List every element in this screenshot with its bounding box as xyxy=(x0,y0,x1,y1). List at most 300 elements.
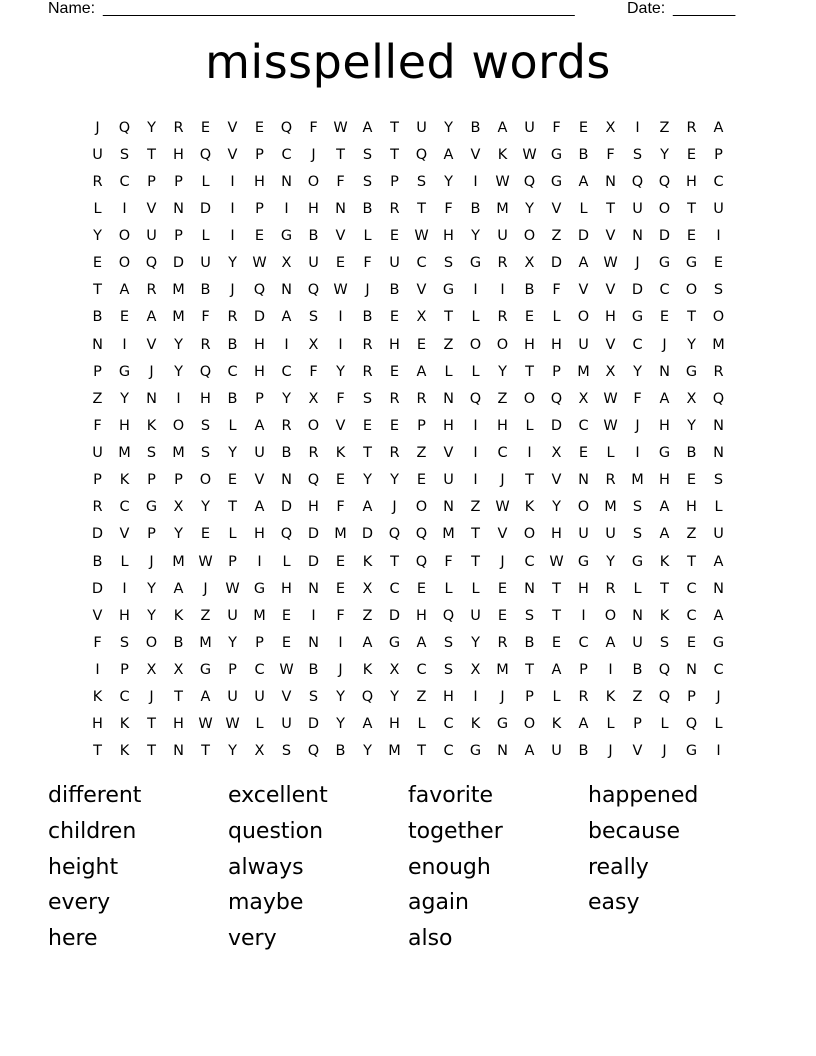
grid-letter[interactable]: D xyxy=(280,499,293,516)
grid-letter[interactable]: K xyxy=(659,607,670,624)
grid-letter[interactable]: C xyxy=(686,580,697,597)
grid-letter[interactable]: R xyxy=(497,634,508,651)
grid-letter[interactable]: Q xyxy=(118,119,131,136)
grid-letter[interactable]: V xyxy=(605,282,616,299)
grid-letter[interactable]: A xyxy=(146,309,157,326)
grid-letter[interactable]: B xyxy=(281,445,292,462)
grid-letter[interactable]: Y xyxy=(147,580,156,597)
grid-letter[interactable]: J xyxy=(662,336,667,353)
grid-letter[interactable]: O xyxy=(712,309,725,326)
grid-letter[interactable]: Z xyxy=(362,607,373,624)
grid-letter[interactable]: I xyxy=(500,282,505,299)
grid-letter[interactable]: G xyxy=(145,499,158,516)
grid-letter[interactable]: G xyxy=(388,634,401,651)
grid-letter[interactable]: F xyxy=(201,309,210,326)
grid-letter[interactable]: B xyxy=(470,119,481,136)
grid-letter[interactable]: H xyxy=(308,200,319,217)
grid-letter[interactable]: Y xyxy=(552,499,561,516)
grid-letter[interactable]: U xyxy=(92,146,103,163)
grid-letter[interactable]: O xyxy=(199,472,212,489)
grid-letter[interactable]: N xyxy=(497,743,508,760)
grid-letter[interactable]: Q xyxy=(469,390,482,407)
grid-letter[interactable]: C xyxy=(659,282,670,299)
grid-letter[interactable]: F xyxy=(552,282,561,299)
grid-letter[interactable]: L xyxy=(93,200,102,217)
grid-letter[interactable]: H xyxy=(416,607,427,624)
grid-letter[interactable]: W xyxy=(333,282,348,299)
grid-letter[interactable]: K xyxy=(119,472,130,489)
grid-letter[interactable]: A xyxy=(524,743,535,760)
grid-letter[interactable]: C xyxy=(119,499,130,516)
grid-letter[interactable]: H xyxy=(173,716,184,733)
grid-letter[interactable]: C xyxy=(227,363,238,380)
grid-letter[interactable]: R xyxy=(686,119,697,136)
grid-letter[interactable]: P xyxy=(417,417,426,434)
grid-letter[interactable]: U xyxy=(470,607,481,624)
grid-letter[interactable]: T xyxy=(687,553,696,570)
grid-letter[interactable]: J xyxy=(500,472,505,489)
grid-letter[interactable]: Q xyxy=(145,255,158,272)
grid-letter[interactable]: D xyxy=(658,228,671,245)
grid-letter[interactable]: X xyxy=(416,309,427,326)
grid-letter[interactable]: L xyxy=(228,417,237,434)
grid-letter[interactable]: F xyxy=(633,390,642,407)
grid-letter[interactable]: Y xyxy=(228,743,237,760)
grid-letter[interactable]: B xyxy=(362,309,373,326)
grid-letter[interactable]: I xyxy=(95,662,100,679)
grid-letter[interactable]: C xyxy=(281,146,292,163)
grid-letter[interactable]: I xyxy=(176,390,181,407)
grid-letter[interactable]: P xyxy=(228,662,237,679)
grid-letter[interactable]: E xyxy=(659,309,670,326)
grid-letter[interactable]: I xyxy=(338,336,343,353)
grid-letter[interactable]: P xyxy=(174,472,183,489)
grid-letter[interactable]: N xyxy=(173,200,184,217)
grid-letter[interactable]: Y xyxy=(444,119,453,136)
grid-letter[interactable]: N xyxy=(713,417,724,434)
grid-letter[interactable]: K xyxy=(146,417,157,434)
grid-letter[interactable]: E xyxy=(497,580,508,597)
grid-letter[interactable]: O xyxy=(415,499,428,516)
grid-letter[interactable]: A xyxy=(578,716,589,733)
grid-letter[interactable]: G xyxy=(550,146,563,163)
grid-letter[interactable]: W xyxy=(495,499,510,516)
grid-letter[interactable]: S xyxy=(632,146,643,163)
grid-letter[interactable]: L xyxy=(201,228,210,245)
grid-letter[interactable]: S xyxy=(443,255,454,272)
grid-letter[interactable]: Y xyxy=(363,743,372,760)
grid-letter[interactable]: D xyxy=(631,282,644,299)
grid-letter[interactable]: E xyxy=(416,580,427,597)
grid-letter[interactable]: X xyxy=(524,255,535,272)
grid-letter[interactable]: S xyxy=(632,526,643,543)
grid-letter[interactable]: U xyxy=(497,228,508,245)
grid-letter[interactable]: O xyxy=(145,634,158,651)
grid-letter[interactable]: T xyxy=(93,282,102,299)
grid-letter[interactable]: Q xyxy=(415,526,428,543)
grid-letter[interactable]: S xyxy=(443,634,454,651)
grid-letter[interactable]: F xyxy=(444,553,453,570)
grid-letter[interactable]: Q xyxy=(280,526,293,543)
grid-letter[interactable]: S xyxy=(308,309,319,326)
grid-letter[interactable]: P xyxy=(93,363,102,380)
grid-letter[interactable]: C xyxy=(578,417,589,434)
grid-letter[interactable]: P xyxy=(93,472,102,489)
grid-letter[interactable]: Y xyxy=(363,472,372,489)
grid-letter[interactable]: E xyxy=(335,553,346,570)
grid-letter[interactable]: G xyxy=(685,255,698,272)
grid-letter[interactable]: K xyxy=(119,743,130,760)
grid-letter[interactable]: H xyxy=(659,472,670,489)
grid-letter[interactable]: H xyxy=(254,526,265,543)
grid-letter[interactable]: B xyxy=(308,662,319,679)
grid-letter[interactable]: J xyxy=(716,689,721,706)
grid-letter[interactable]: Y xyxy=(498,363,507,380)
grid-letter[interactable]: P xyxy=(633,716,642,733)
grid-letter[interactable]: Y xyxy=(147,119,156,136)
grid-letter[interactable]: U xyxy=(200,255,211,272)
grid-letter[interactable]: U xyxy=(632,634,643,651)
grid-letter[interactable]: H xyxy=(551,336,562,353)
grid-letter[interactable]: X xyxy=(578,390,589,407)
grid-letter[interactable]: O xyxy=(604,607,617,624)
grid-letter[interactable]: U xyxy=(92,445,103,462)
grid-letter[interactable]: U xyxy=(389,255,400,272)
grid-letter[interactable]: B xyxy=(92,309,103,326)
grid-letter[interactable]: K xyxy=(524,499,535,516)
grid-letter[interactable]: K xyxy=(497,146,508,163)
grid-letter[interactable]: V xyxy=(227,146,238,163)
grid-letter[interactable]: D xyxy=(388,607,401,624)
grid-letter[interactable]: A xyxy=(173,580,184,597)
grid-letter[interactable]: Y xyxy=(93,228,102,245)
grid-letter[interactable]: L xyxy=(633,580,642,597)
grid-letter[interactable]: X xyxy=(146,662,157,679)
grid-letter[interactable]: I xyxy=(473,472,478,489)
grid-letter[interactable]: J xyxy=(392,499,397,516)
grid-letter[interactable]: Q xyxy=(442,607,455,624)
grid-letter[interactable]: B xyxy=(686,445,697,462)
grid-letter[interactable]: P xyxy=(390,173,399,190)
grid-letter[interactable]: L xyxy=(282,553,291,570)
grid-letter[interactable]: Z xyxy=(551,228,562,245)
grid-letter[interactable]: E xyxy=(200,119,211,136)
grid-letter[interactable]: U xyxy=(713,526,724,543)
grid-letter[interactable]: I xyxy=(257,553,262,570)
grid-letter[interactable]: U xyxy=(524,119,535,136)
grid-letter[interactable]: B xyxy=(578,743,589,760)
grid-letter[interactable]: Y xyxy=(336,689,345,706)
grid-letter[interactable]: O xyxy=(577,309,590,326)
grid-letter[interactable]: F xyxy=(93,634,102,651)
grid-letter[interactable]: L xyxy=(444,363,453,380)
grid-letter[interactable]: E xyxy=(254,228,265,245)
grid-letter[interactable]: K xyxy=(551,716,562,733)
grid-letter[interactable]: H xyxy=(578,580,589,597)
grid-letter[interactable]: B xyxy=(632,662,643,679)
grid-letter[interactable]: Y xyxy=(687,336,696,353)
grid-letter[interactable]: A xyxy=(200,689,211,706)
grid-letter[interactable]: S xyxy=(416,173,427,190)
grid-letter[interactable]: E xyxy=(92,255,103,272)
grid-letter[interactable]: H xyxy=(524,336,535,353)
grid-letter[interactable]: A xyxy=(119,282,130,299)
grid-letter[interactable]: T xyxy=(525,472,534,489)
grid-letter[interactable]: N xyxy=(713,580,724,597)
grid-letter[interactable]: A xyxy=(254,499,265,516)
grid-letter[interactable]: U xyxy=(146,228,157,245)
grid-letter[interactable]: N xyxy=(281,282,292,299)
grid-letter[interactable]: S xyxy=(308,689,319,706)
grid-letter[interactable]: R xyxy=(416,390,427,407)
grid-letter[interactable]: I xyxy=(230,173,235,190)
grid-letter[interactable]: R xyxy=(146,282,157,299)
grid-letter[interactable]: X xyxy=(551,445,562,462)
grid-letter[interactable]: W xyxy=(549,553,564,570)
grid-letter[interactable]: M xyxy=(172,282,185,299)
grid-letter[interactable]: F xyxy=(336,607,345,624)
grid-letter[interactable]: A xyxy=(416,363,427,380)
grid-letter[interactable]: C xyxy=(416,255,427,272)
grid-letter[interactable]: M xyxy=(631,472,644,489)
grid-letter[interactable]: U xyxy=(254,689,265,706)
grid-letter[interactable]: T xyxy=(93,743,102,760)
grid-letter[interactable]: H xyxy=(605,309,616,326)
grid-letter[interactable]: W xyxy=(603,417,618,434)
grid-letter[interactable]: Z xyxy=(443,336,454,353)
grid-letter[interactable]: H xyxy=(254,336,265,353)
grid-letter[interactable]: C xyxy=(443,716,454,733)
grid-letter[interactable]: C xyxy=(254,662,265,679)
grid-letter[interactable]: L xyxy=(714,499,723,516)
grid-letter[interactable]: E xyxy=(335,472,346,489)
grid-letter[interactable]: V xyxy=(92,607,103,624)
grid-letter[interactable]: X xyxy=(308,336,319,353)
grid-letter[interactable]: M xyxy=(442,526,455,543)
grid-letter[interactable]: B xyxy=(524,634,535,651)
grid-letter[interactable]: Y xyxy=(660,146,669,163)
grid-letter[interactable]: T xyxy=(660,580,669,597)
grid-letter[interactable]: A xyxy=(362,716,373,733)
grid-letter[interactable]: C xyxy=(416,662,427,679)
grid-letter[interactable]: A xyxy=(713,553,724,570)
grid-letter[interactable]: S xyxy=(200,445,211,462)
grid-letter[interactable]: H xyxy=(659,417,670,434)
grid-letter[interactable]: R xyxy=(92,499,103,516)
grid-letter[interactable]: U xyxy=(227,689,238,706)
grid-letter[interactable]: X xyxy=(605,363,616,380)
grid-letter[interactable]: O xyxy=(172,417,185,434)
grid-letter[interactable]: N xyxy=(713,445,724,462)
grid-letter[interactable]: O xyxy=(496,336,509,353)
grid-letter[interactable]: W xyxy=(333,119,348,136)
grid-letter[interactable]: K xyxy=(92,689,103,706)
grid-letter[interactable]: Z xyxy=(659,119,670,136)
grid-letter[interactable]: D xyxy=(361,526,374,543)
grid-letter[interactable]: B xyxy=(173,634,184,651)
grid-letter[interactable]: E xyxy=(281,634,292,651)
grid-letter[interactable]: C xyxy=(632,336,643,353)
grid-letter[interactable]: P xyxy=(255,390,264,407)
grid-letter[interactable]: W xyxy=(198,716,213,733)
grid-letter[interactable]: H xyxy=(119,607,130,624)
grid-letter[interactable]: N xyxy=(443,499,454,516)
grid-letter[interactable]: S xyxy=(200,417,211,434)
grid-letter[interactable]: Z xyxy=(497,390,508,407)
grid-letter[interactable]: I xyxy=(608,662,613,679)
grid-letter[interactable]: I xyxy=(338,309,343,326)
grid-letter[interactable]: E xyxy=(713,255,724,272)
grid-letter[interactable]: C xyxy=(524,553,535,570)
grid-letter[interactable]: Z xyxy=(416,445,427,462)
grid-letter[interactable]: C xyxy=(497,445,508,462)
grid-letter[interactable]: L xyxy=(471,363,480,380)
grid-letter[interactable]: R xyxy=(713,363,724,380)
grid-letter[interactable]: L xyxy=(363,228,372,245)
grid-letter[interactable]: P xyxy=(147,526,156,543)
grid-letter[interactable]: P xyxy=(147,472,156,489)
grid-letter[interactable]: I xyxy=(473,282,478,299)
grid-letter[interactable]: E xyxy=(416,472,427,489)
grid-letter[interactable]: J xyxy=(608,743,613,760)
grid-letter[interactable]: P xyxy=(174,228,183,245)
grid-letter[interactable]: B xyxy=(227,390,238,407)
grid-letter[interactable]: F xyxy=(336,173,345,190)
grid-letter[interactable]: X xyxy=(173,662,184,679)
grid-letter[interactable]: I xyxy=(635,119,640,136)
grid-letter[interactable]: M xyxy=(253,607,266,624)
grid-letter[interactable]: T xyxy=(606,200,615,217)
grid-letter[interactable]: Q xyxy=(523,173,536,190)
grid-letter[interactable]: E xyxy=(524,309,535,326)
grid-letter[interactable]: Q xyxy=(361,689,374,706)
grid-letter[interactable]: Y xyxy=(120,390,129,407)
grid-letter[interactable]: T xyxy=(552,607,561,624)
grid-letter[interactable]: V xyxy=(227,119,238,136)
grid-letter[interactable]: E xyxy=(335,255,346,272)
grid-letter[interactable]: M xyxy=(334,526,347,543)
grid-letter[interactable]: F xyxy=(606,146,615,163)
grid-letter[interactable]: W xyxy=(603,390,618,407)
grid-letter[interactable]: R xyxy=(605,580,616,597)
grid-letter[interactable]: X xyxy=(281,255,292,272)
grid-letter[interactable]: H xyxy=(551,526,562,543)
grid-letter[interactable]: U xyxy=(443,472,454,489)
grid-letter[interactable]: N xyxy=(632,228,643,245)
grid-letter[interactable]: R xyxy=(173,119,184,136)
grid-letter[interactable]: O xyxy=(577,499,590,516)
grid-letter[interactable]: X xyxy=(308,390,319,407)
grid-letter[interactable]: V xyxy=(497,526,508,543)
grid-letter[interactable]: N xyxy=(146,390,157,407)
grid-letter[interactable]: W xyxy=(603,255,618,272)
grid-letter[interactable]: U xyxy=(416,119,427,136)
grid-letter[interactable]: R xyxy=(308,445,319,462)
grid-letter[interactable]: F xyxy=(363,255,372,272)
grid-letter[interactable]: W xyxy=(225,716,240,733)
grid-letter[interactable]: C xyxy=(119,173,130,190)
grid-letter[interactable]: L xyxy=(228,526,237,543)
grid-letter[interactable]: T xyxy=(687,200,696,217)
grid-letter[interactable]: Q xyxy=(658,173,671,190)
grid-letter[interactable]: E xyxy=(389,417,400,434)
grid-letter[interactable]: A xyxy=(443,146,454,163)
grid-letter[interactable]: U xyxy=(605,526,616,543)
grid-letter[interactable]: E xyxy=(335,580,346,597)
grid-letter[interactable]: Y xyxy=(606,553,615,570)
grid-letter[interactable]: I xyxy=(284,336,289,353)
grid-letter[interactable]: X xyxy=(605,119,616,136)
grid-letter[interactable]: R xyxy=(389,200,400,217)
grid-letter[interactable]: U xyxy=(227,607,238,624)
grid-letter[interactable]: T xyxy=(390,119,399,136)
grid-letter[interactable]: B xyxy=(200,282,211,299)
grid-letter[interactable]: K xyxy=(605,689,616,706)
grid-letter[interactable]: Q xyxy=(658,689,671,706)
grid-letter[interactable]: I xyxy=(716,743,721,760)
grid-letter[interactable]: R xyxy=(281,417,292,434)
grid-letter[interactable]: V xyxy=(578,282,589,299)
grid-letter[interactable]: W xyxy=(252,255,267,272)
grid-letter[interactable]: H xyxy=(389,336,400,353)
grid-letter[interactable]: Y xyxy=(228,634,237,651)
grid-letter[interactable]: T xyxy=(147,716,156,733)
grid-letter[interactable]: K xyxy=(335,445,346,462)
grid-letter[interactable]: D xyxy=(307,553,320,570)
grid-letter[interactable]: B xyxy=(389,282,400,299)
grid-letter[interactable]: X xyxy=(389,662,400,679)
grid-letter[interactable]: E xyxy=(119,309,130,326)
grid-letter[interactable]: Y xyxy=(201,499,210,516)
grid-letter[interactable]: V xyxy=(470,146,481,163)
grid-letter[interactable]: N xyxy=(281,173,292,190)
grid-letter[interactable]: G xyxy=(658,255,671,272)
grid-letter[interactable]: B xyxy=(335,743,346,760)
grid-letter[interactable]: K xyxy=(470,716,481,733)
grid-letter[interactable]: A xyxy=(497,119,508,136)
grid-letter[interactable]: E xyxy=(686,472,697,489)
grid-letter[interactable]: M xyxy=(172,445,185,462)
grid-letter[interactable]: S xyxy=(524,607,535,624)
grid-letter[interactable]: V xyxy=(551,472,562,489)
grid-letter[interactable]: D xyxy=(577,228,590,245)
grid-letter[interactable]: H xyxy=(443,689,454,706)
grid-letter[interactable]: Z xyxy=(200,607,211,624)
grid-letter[interactable]: S xyxy=(713,472,724,489)
grid-letter[interactable]: G xyxy=(442,282,455,299)
grid-letter[interactable]: D xyxy=(307,526,320,543)
grid-letter[interactable]: Y xyxy=(174,526,183,543)
grid-letter[interactable]: A xyxy=(605,634,616,651)
grid-letter[interactable]: T xyxy=(390,553,399,570)
grid-letter[interactable]: L xyxy=(606,445,615,462)
grid-letter[interactable]: A xyxy=(659,390,670,407)
grid-letter[interactable]: H xyxy=(200,390,211,407)
grid-letter[interactable]: L xyxy=(525,417,534,434)
grid-letter[interactable]: G xyxy=(712,634,725,651)
grid-letter[interactable]: B xyxy=(227,336,238,353)
grid-letter[interactable]: H xyxy=(497,417,508,434)
grid-letter[interactable]: F xyxy=(336,390,345,407)
grid-letter[interactable]: P xyxy=(147,173,156,190)
grid-letter[interactable]: R xyxy=(605,472,616,489)
grid-letter[interactable]: M xyxy=(199,634,212,651)
grid-letter[interactable]: Y xyxy=(174,336,183,353)
grid-letter[interactable]: D xyxy=(253,309,266,326)
grid-letter[interactable]: T xyxy=(201,743,210,760)
grid-letter[interactable]: A xyxy=(659,526,670,543)
grid-letter[interactable]: W xyxy=(225,580,240,597)
